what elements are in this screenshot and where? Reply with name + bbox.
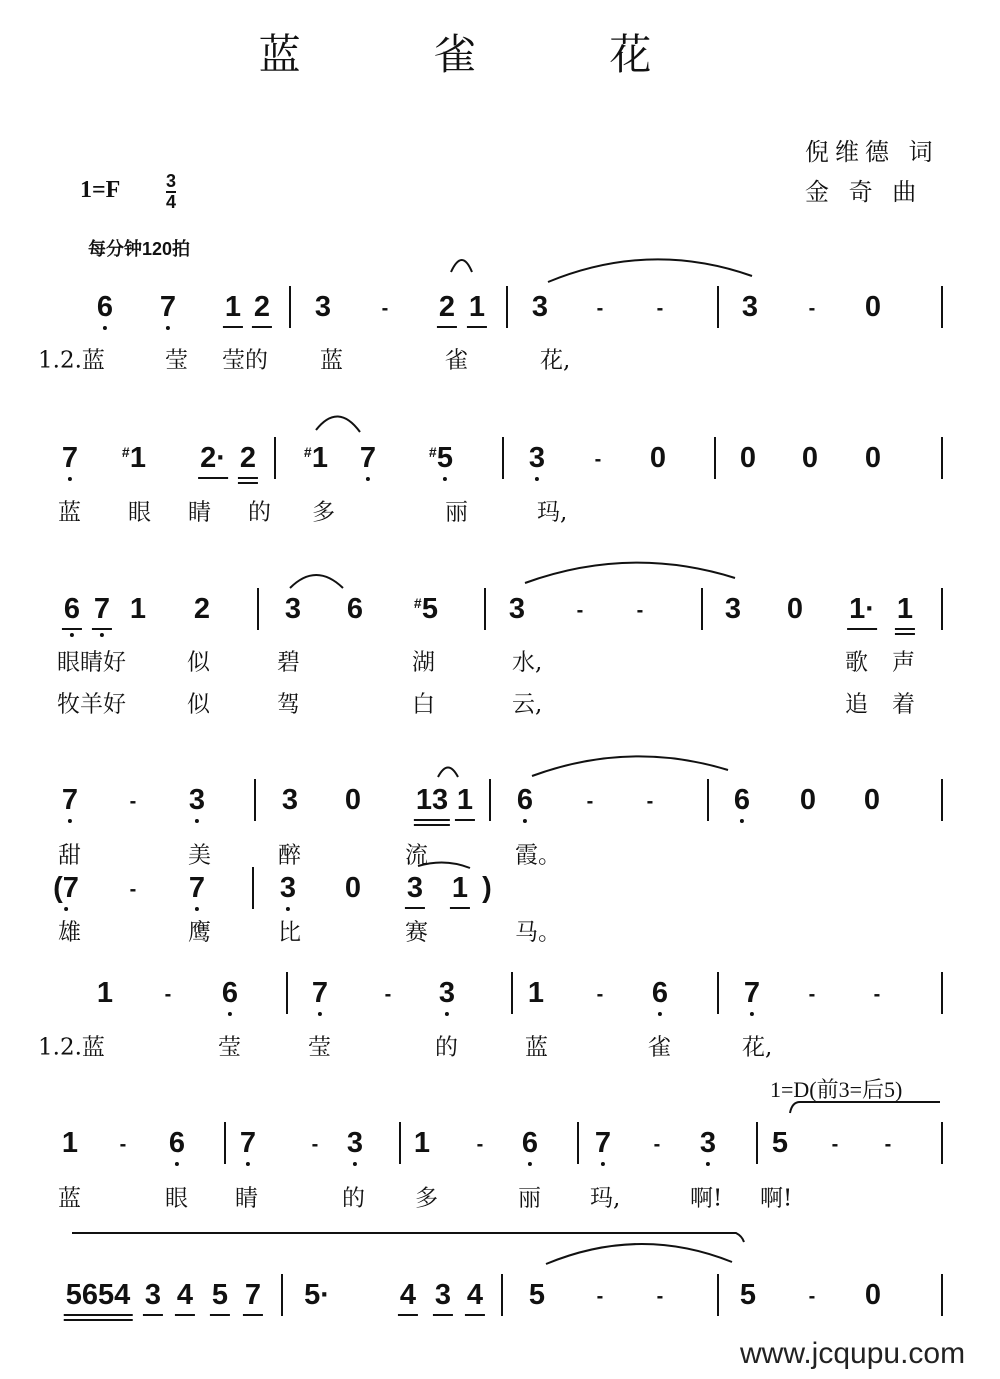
lyric-word: 莹的: [222, 347, 268, 374]
note-digit: -: [311, 1133, 319, 1156]
note-digit: 3: [314, 291, 332, 323]
note-digit: -: [596, 1285, 604, 1308]
note-digit: ): [482, 872, 492, 904]
note-digit: 6: [521, 1127, 539, 1159]
note-digit: 0: [344, 784, 362, 816]
note-digit: 1: [896, 593, 914, 625]
lyric-word: 花,: [540, 347, 571, 374]
note-digit: -: [636, 599, 644, 622]
slur: [525, 563, 735, 583]
note-digit: 1: [456, 784, 474, 816]
note-digit: 5: [739, 1279, 757, 1311]
lyric-word: 雄: [58, 919, 81, 946]
slur: [451, 260, 472, 272]
note-digit: 0: [801, 442, 819, 474]
note-digit: 3: [434, 1279, 452, 1311]
note-digit: -: [164, 983, 172, 1006]
note-digit: -: [476, 1133, 484, 1156]
note-digit: 5: [421, 593, 439, 625]
note-digit: 6: [651, 977, 669, 1009]
lyric-word: 的: [435, 1034, 458, 1061]
lyric-word: 雀: [445, 347, 468, 374]
note-digit: -: [594, 448, 602, 471]
note-digit: 6: [733, 784, 751, 816]
note-digit: 1: [311, 442, 329, 474]
note-digit: 0: [739, 442, 757, 474]
lyric-word: 赛: [405, 919, 428, 946]
lyric-word: 水,: [512, 649, 543, 676]
note-digit: 3: [508, 593, 526, 625]
composer-credit: 金 奇 曲: [805, 178, 923, 206]
note-digit: -: [384, 983, 392, 1006]
sharp-icon: #: [303, 444, 312, 460]
note-digit: 5: [436, 442, 454, 474]
lyric-word: 1.2.蓝: [38, 1034, 105, 1061]
note-digit: -: [646, 790, 654, 813]
note-digit: 3: [144, 1279, 162, 1311]
lyric-word: 蓝: [58, 499, 81, 526]
note-digit: -: [808, 983, 816, 1006]
lyric-word: 湖: [412, 649, 435, 676]
note-digit: 1: [224, 291, 242, 323]
note-digit: 5·: [304, 1279, 330, 1311]
note-digit: 3: [741, 291, 759, 323]
note-digit: 0: [864, 291, 882, 323]
note-digit: 2: [438, 291, 456, 323]
lyric-word: 碧: [277, 649, 300, 676]
note-digit: 5: [771, 1127, 789, 1159]
note-digit: 2·: [200, 442, 226, 474]
note-digit: 6: [516, 784, 534, 816]
lyric-word: 似: [187, 691, 210, 718]
lyric-word: 鹰: [188, 919, 211, 946]
note-digit: -: [129, 790, 137, 813]
lyric-word: 着: [892, 691, 915, 718]
note-digit: 7: [61, 784, 79, 816]
lyric-word: 丽: [518, 1185, 541, 1212]
note-digit: 1: [468, 291, 486, 323]
note-digit: 0: [344, 872, 362, 904]
note-digit: -: [656, 297, 664, 320]
note-digit: (7: [53, 872, 79, 904]
note-digit: 0: [863, 784, 881, 816]
note-digit: 0: [864, 1279, 882, 1311]
lyric-word: 似: [187, 649, 210, 676]
note-digit: 1: [129, 442, 147, 474]
slur: [790, 1102, 940, 1113]
note-digit: 0: [786, 593, 804, 625]
note-digit: 7: [594, 1127, 612, 1159]
note-digit: 6: [96, 291, 114, 323]
lyric-word: 玛,: [537, 499, 568, 526]
lyric-word: 蓝: [525, 1034, 548, 1061]
note-digit: 7: [93, 593, 111, 625]
note-digit: 0: [864, 442, 882, 474]
lyric-word: 莹: [308, 1034, 331, 1061]
note-digit: 4: [176, 1279, 194, 1311]
note-digit: -: [873, 983, 881, 1006]
lyric-word: 花,: [742, 1034, 773, 1061]
lyric-word: 多: [415, 1185, 438, 1212]
note-digit: 0: [649, 442, 667, 474]
lyric-word: 牧羊好: [57, 691, 126, 718]
lyric-word: 莹: [165, 347, 188, 374]
lyric-word: 多: [312, 499, 335, 526]
note-digit: 3: [188, 784, 206, 816]
note-digit: 3: [279, 872, 297, 904]
slur: [548, 259, 752, 282]
note-digit: -: [576, 599, 584, 622]
note-digit: 3: [406, 872, 424, 904]
time-signature-bottom: 4: [166, 192, 177, 212]
note-digit: 3: [724, 593, 742, 625]
note-digit: 6: [168, 1127, 186, 1159]
lyric-word: 比: [278, 919, 301, 946]
lyric-word: 啊!: [690, 1185, 723, 1212]
note-digit: 6: [346, 593, 364, 625]
lyric-word: 1.2.蓝: [38, 347, 105, 374]
sharp-icon: #: [413, 595, 422, 611]
key-signature: 1=F: [80, 177, 121, 203]
note-digit: 0: [799, 784, 817, 816]
note-digit: 7: [188, 872, 206, 904]
note-digit: 2: [239, 442, 257, 474]
note-digit: -: [808, 297, 816, 320]
lyric-word: 的: [248, 499, 271, 526]
lyric-word: 眼睛好: [57, 649, 126, 676]
lyric-word: 追: [845, 691, 868, 718]
watermark: www.jcqupu.com: [740, 1337, 966, 1370]
note-digit: 7: [311, 977, 329, 1009]
note-digit: 5: [528, 1279, 546, 1311]
lyric-word: 声: [892, 649, 915, 676]
note-digit: 7: [61, 442, 79, 474]
lyric-word: 歌: [845, 649, 868, 676]
lyric-word: 啊!: [760, 1185, 793, 1212]
lyric-word: 眼: [128, 499, 151, 526]
note-digit: 1: [413, 1127, 431, 1159]
lyric-word: 睛: [188, 499, 211, 526]
note-digit: 4: [466, 1279, 484, 1311]
lyric-word: 霞。: [515, 842, 561, 869]
note-digit: 5: [211, 1279, 229, 1311]
note-digit: 1·: [849, 593, 875, 625]
note-digit: 1: [527, 977, 545, 1009]
slur: [438, 768, 458, 778]
lyric-word: 莹: [218, 1034, 241, 1061]
note-digit: 7: [359, 442, 377, 474]
note-digit: 3: [699, 1127, 717, 1159]
lyric-word: 蓝: [320, 347, 343, 374]
lyric-word: 眼: [165, 1185, 188, 1212]
lyric-word: 醉: [278, 842, 301, 869]
note-digit: 5654: [65, 1279, 131, 1311]
note-digit: -: [884, 1133, 892, 1156]
note-digit: 3: [281, 784, 299, 816]
note-digit: 3: [284, 593, 302, 625]
sharp-icon: #: [428, 444, 437, 460]
tempo-marking: 每分钟120拍: [88, 239, 191, 259]
note-digit: 7: [244, 1279, 262, 1311]
note-digit: 7: [239, 1127, 257, 1159]
note-digit: 1: [96, 977, 114, 1009]
slur: [546, 1244, 732, 1264]
key-change-marking: 1=D(前3=后5): [770, 1077, 903, 1102]
slur: [418, 862, 470, 868]
note-digit: -: [381, 297, 389, 320]
note-digit: 3: [531, 291, 549, 323]
note-digit: 3: [528, 442, 546, 474]
note-digit: -: [119, 1133, 127, 1156]
lyric-word: 美: [188, 842, 211, 869]
lyric-word: 马。: [515, 919, 561, 946]
lyric-word: 玛,: [590, 1185, 621, 1212]
note-digit: 3: [438, 977, 456, 1009]
lyric-word: 流: [405, 842, 428, 869]
sharp-icon: #: [121, 444, 130, 460]
song-title: 蓝 雀 花: [258, 30, 712, 79]
slur: [290, 575, 343, 588]
note-digit: 1: [61, 1127, 79, 1159]
lyric-word: 雀: [648, 1034, 671, 1061]
note-digit: 6: [63, 593, 81, 625]
lyricist-credit: 倪维德 词: [805, 138, 939, 166]
lyric-word: 云,: [512, 691, 543, 718]
slur: [316, 416, 360, 432]
lyric-word: 丽: [445, 499, 468, 526]
note-digit: 1: [451, 872, 469, 904]
slur: [532, 756, 728, 776]
time-signature-top: 3: [166, 171, 177, 191]
note-digit: 4: [399, 1279, 417, 1311]
note-digit: -: [808, 1285, 816, 1308]
slur: [72, 1233, 744, 1242]
lyric-word: 蓝: [58, 1185, 81, 1212]
note-digit: 2: [193, 593, 211, 625]
note-digit: -: [596, 983, 604, 1006]
note-digit: 7: [743, 977, 761, 1009]
lyric-word: 白: [412, 691, 435, 718]
note-digit: 2: [253, 291, 271, 323]
note-digit: 6: [221, 977, 239, 1009]
note-digit: -: [653, 1133, 661, 1156]
lyric-word: 驾: [277, 691, 300, 718]
note-digit: -: [596, 297, 604, 320]
note-digit: 3: [346, 1127, 364, 1159]
lyric-word: 甜: [58, 842, 81, 869]
lyric-word: 睛: [235, 1185, 258, 1212]
note-digit: 1: [129, 593, 147, 625]
note-digit: -: [129, 878, 137, 901]
note-digit: -: [656, 1285, 664, 1308]
note-digit: 13: [415, 784, 449, 816]
note-digit: -: [586, 790, 594, 813]
lyric-word: 的: [342, 1185, 365, 1212]
note-digit: 7: [159, 291, 177, 323]
note-digit: -: [831, 1133, 839, 1156]
